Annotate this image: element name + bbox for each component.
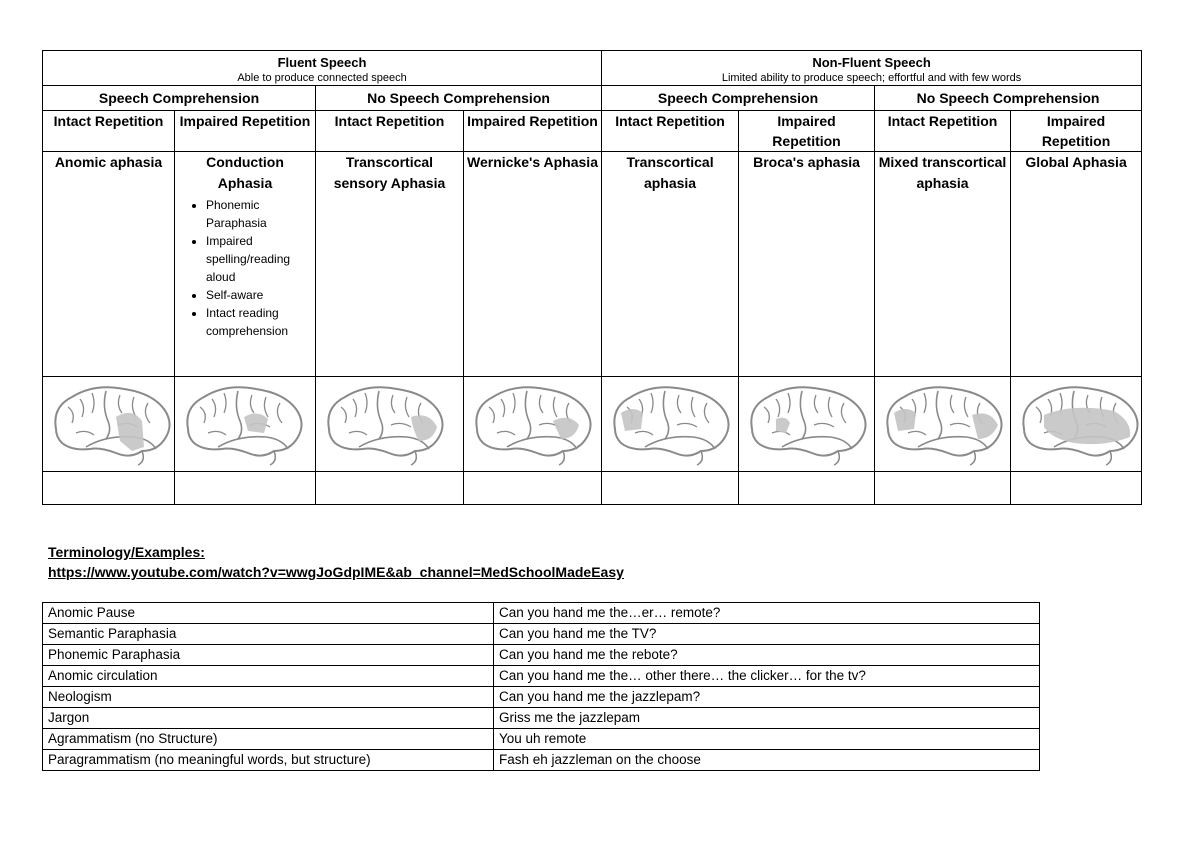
brain-cell (602, 377, 739, 472)
example-row (43, 687, 1040, 708)
aphasia-cell (1011, 152, 1142, 377)
brain-diagram-icon (878, 377, 1008, 469)
repetition-header: Intact Repetition (875, 111, 1011, 152)
feature-item: • Intact reading comprehension (206, 304, 312, 340)
non-fluent-speech-title: Non-Fluent Speech (812, 55, 931, 70)
aphasia-cell (175, 152, 316, 377)
brain-diagram-icon (467, 377, 597, 469)
fluent-speech-subtitle: Able to produce connected speech (237, 72, 407, 84)
aphasia-name: Global Aphasia (1025, 154, 1127, 170)
comprehension-header: No Speech Comprehension (316, 86, 602, 111)
aphasia-name: Anomic aphasia (54, 154, 163, 170)
empty-cell (1011, 472, 1142, 505)
brain-cell (175, 377, 316, 472)
terminology-section (48, 542, 624, 582)
term-cell: Paragrammatism (no meaningful words, but structure) (43, 750, 494, 771)
repetition-header: Impaired Repetition (739, 111, 875, 152)
video-link[interactable]: https://www.youtube.com/watch?v=wwgJoGdpIME&ab_channel=MedSchoolMadeEasy (48, 564, 624, 580)
term-cell: Semantic Paraphasia (43, 624, 494, 645)
brain-diagram-icon (319, 377, 449, 469)
aphasia-name: Wernicke's Aphasia (467, 154, 598, 170)
empty-cell (464, 472, 602, 505)
term-cell: Agrammatism (no Structure) (43, 729, 494, 750)
aphasia-name: Transcortical aphasia (626, 154, 714, 191)
example-row (43, 645, 1040, 666)
empty-cell (875, 472, 1011, 505)
examples-table (42, 602, 1040, 771)
empty-cell (739, 472, 875, 505)
brain-diagram-icon (605, 377, 735, 469)
brain-cell (1011, 377, 1142, 472)
aphasia-name: Transcortical sensory Aphasia (333, 154, 446, 191)
brain-cell (739, 377, 875, 472)
non-fluent-speech-subtitle: Limited ability to produce speech; effortful and with few words (721, 72, 1022, 84)
aphasia-classification-table (42, 50, 1142, 505)
aphasia-cell (316, 152, 464, 377)
example-cell: Can you hand me the TV? (494, 624, 1040, 645)
example-cell: Can you hand me the… other there… the clicker… for the tv? (494, 666, 1040, 687)
example-cell: Can you hand me the rebote? (494, 645, 1040, 666)
brain-diagram-icon (1014, 377, 1144, 469)
comprehension-header: Speech Comprehension (602, 86, 875, 111)
conduction-features-list (178, 196, 312, 340)
example-row (43, 666, 1040, 687)
aphasia-name: Broca's aphasia (753, 154, 860, 170)
empty-cell (43, 472, 175, 505)
term-cell: Anomic circulation (43, 666, 494, 687)
example-row (43, 750, 1040, 771)
brain-diagram-icon (178, 377, 308, 469)
term-cell: Jargon (43, 708, 494, 729)
example-row (43, 708, 1040, 729)
repetition-header: Intact Repetition (43, 111, 175, 152)
aphasia-name: Mixed transcortical aphasia (878, 154, 1007, 191)
aphasia-cell (602, 152, 739, 377)
term-cell: Neologism (43, 687, 494, 708)
comprehension-header: Speech Comprehension (43, 86, 316, 111)
fluent-speech-header (43, 51, 602, 86)
repetition-header: Impaired Repetition (464, 111, 602, 152)
example-cell: Can you hand me the jazzlepam? (494, 687, 1040, 708)
terminology-heading: Terminology/Examples: (48, 544, 205, 560)
brain-diagram-icon (46, 377, 176, 469)
brain-cell (875, 377, 1011, 472)
aphasia-cell (464, 152, 602, 377)
feature-item: • Impaired spelling/reading aloud (206, 232, 312, 286)
example-row (43, 624, 1040, 645)
example-cell: You uh remote (494, 729, 1040, 750)
repetition-header: Impaired Repetition (1011, 111, 1142, 152)
feature-item: • Phonemic Paraphasia (206, 196, 312, 232)
repetition-header: Impaired Repetition (175, 111, 316, 152)
example-cell: Fash eh jazzleman on the choose (494, 750, 1040, 771)
fluent-speech-title: Fluent Speech (277, 55, 367, 70)
brain-cell (464, 377, 602, 472)
example-row (43, 729, 1040, 750)
aphasia-cell (739, 152, 875, 377)
brain-diagram-icon (742, 377, 872, 469)
example-row (43, 603, 1040, 624)
aphasia-name: Conduction Aphasia (206, 154, 284, 191)
empty-cell (175, 472, 316, 505)
example-cell: Griss me the jazzlepam (494, 708, 1040, 729)
feature-item: • Self-aware (206, 286, 312, 304)
comprehension-header: No Speech Comprehension (875, 86, 1142, 111)
repetition-header: Intact Repetition (316, 111, 464, 152)
example-cell: Can you hand me the…er… remote? (494, 603, 1040, 624)
empty-cell (316, 472, 464, 505)
term-cell: Phonemic Paraphasia (43, 645, 494, 666)
brain-cell (316, 377, 464, 472)
non-fluent-speech-header (602, 51, 1142, 86)
empty-cell (602, 472, 739, 505)
term-cell: Anomic Pause (43, 603, 494, 624)
aphasia-cell (875, 152, 1011, 377)
aphasia-cell (43, 152, 175, 377)
brain-cell (43, 377, 175, 472)
repetition-header: Intact Repetition (602, 111, 739, 152)
